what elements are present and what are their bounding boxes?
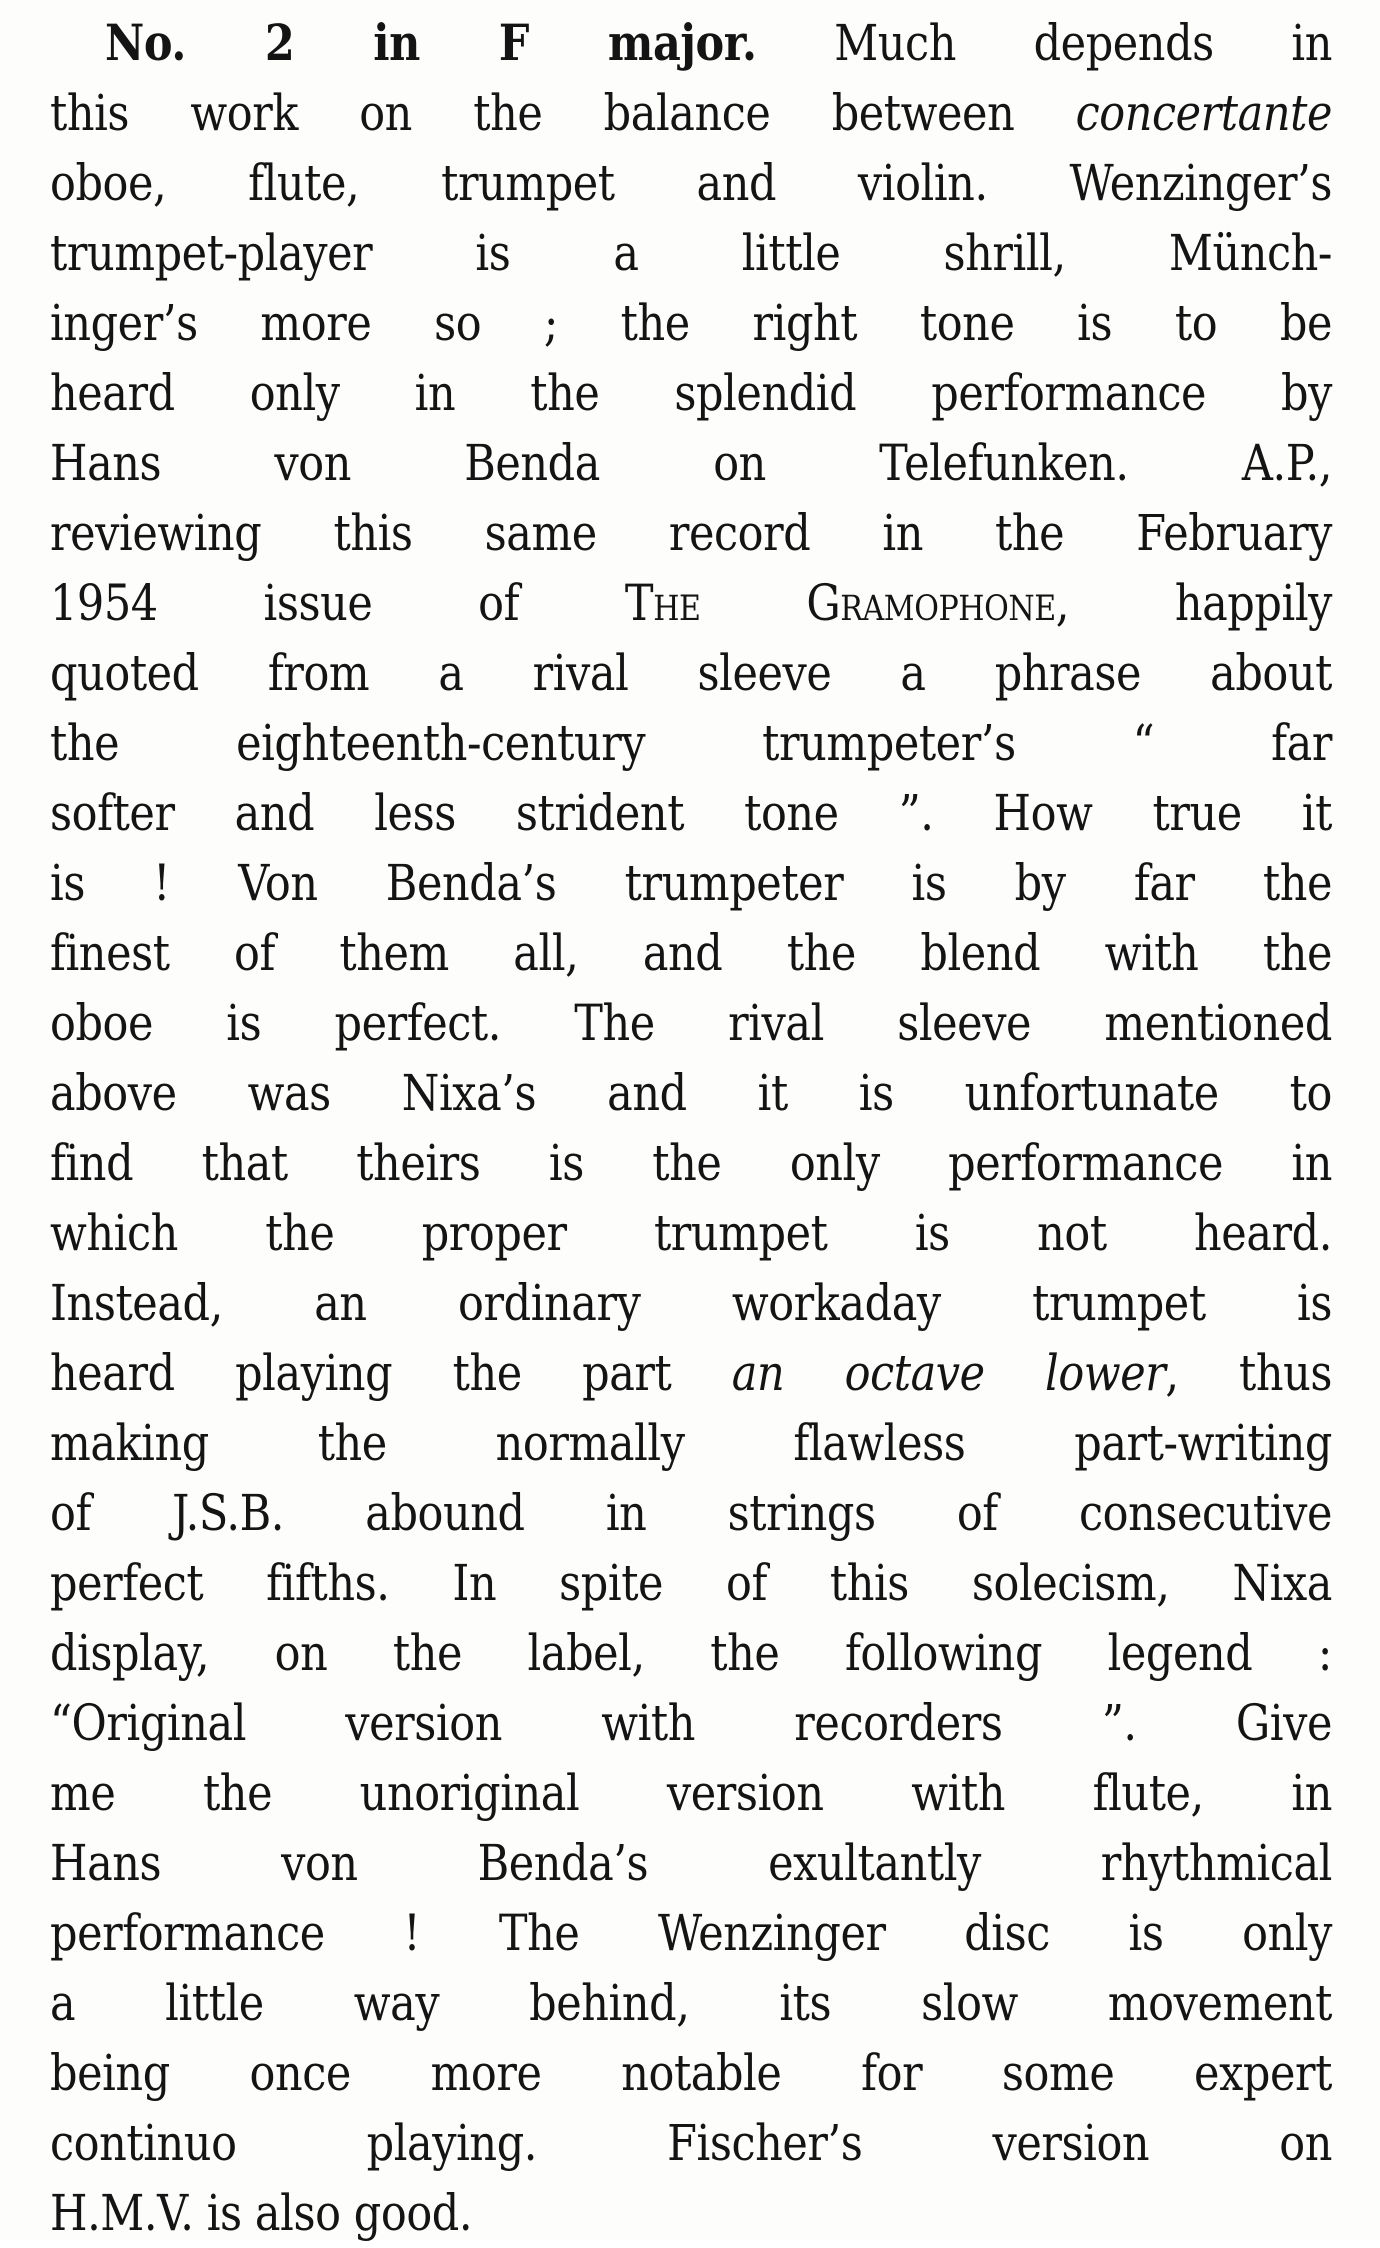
text-span: Much depends in (756, 14, 1333, 72)
publication-title: The Gramophone (624, 574, 1056, 632)
text-line: Hans von Benda on Telefunken. A.P., (50, 434, 1332, 492)
text-line: making the normally flawless part-writing (50, 1414, 1332, 1472)
text-line: find that theirs is the only performance in (50, 1134, 1332, 1192)
text-line: “Original version with recorders ”. Give (50, 1694, 1332, 1752)
text-line: Instead, an ordinary workaday trumpet is (50, 1274, 1332, 1332)
text-line: inger’s more so ; the right tone is to be (50, 294, 1332, 352)
text-line (50, 1338, 1332, 1408)
text-line: which the proper trumpet is not heard. (50, 1204, 1332, 1262)
text-line: being once more notable for some expert (50, 2044, 1332, 2102)
text-line: H.M.V. is also good. (50, 2184, 473, 2242)
text-line: of J.S.B. abound in strings of consecutive (50, 1484, 1332, 1542)
text-line: oboe is perfect. The rival sleeve mentioned (50, 994, 1332, 1052)
text-span: 1954 issue of (50, 574, 625, 632)
section-heading: No. 2 in F major. (105, 13, 757, 72)
text-line: reviewing this same record in the February (50, 504, 1332, 562)
text-line: above was Nixa’s and it is unfortunate to (50, 1064, 1332, 1122)
italic-phrase: an octave lower (731, 1344, 1166, 1402)
text-line: quoted from a rival sleeve a phrase about (50, 644, 1332, 702)
text-line: the eighteenth-century trumpeter’s “ far (50, 714, 1332, 772)
text-line: Hans von Benda’s exultantly rhythmical (50, 1834, 1332, 1892)
text-span: , happily (1055, 574, 1333, 632)
text-span: , thus (1165, 1344, 1333, 1402)
text-line: display, on the label, the following legend : (50, 1624, 1332, 1682)
text-line: continuo playing. Fischer’s version on (50, 2114, 1332, 2172)
text-line: a little way behind, its slow movement (50, 1974, 1332, 2032)
text-line: perfect fifths. In spite of this solecism, Nixa (50, 1554, 1332, 1612)
review-paragraph (50, 8, 1332, 2248)
text-line: finest of them all, and the blend with the (50, 924, 1332, 982)
text-line: trumpet-player is a little shrill, Münch- (50, 224, 1332, 282)
text-line: oboe, flute, trumpet and violin. Wenzinger’s (50, 154, 1332, 212)
text-line (50, 8, 1332, 78)
text-span: this work on the balance between (50, 84, 1076, 142)
text-line: heard only in the splendid performance by (50, 364, 1332, 422)
text-span: heard playing the part (50, 1344, 732, 1402)
text-line: me the unoriginal version with flute, in (50, 1764, 1332, 1822)
text-line: softer and less strident tone ”. How true it (50, 784, 1332, 842)
text-line: performance ! The Wenzinger disc is only (50, 1904, 1332, 1962)
italic-term: concertante (1075, 84, 1332, 142)
text-line (50, 78, 1332, 148)
text-line (50, 568, 1332, 638)
text-line: is ! Von Benda’s trumpeter is by far the (50, 854, 1332, 912)
